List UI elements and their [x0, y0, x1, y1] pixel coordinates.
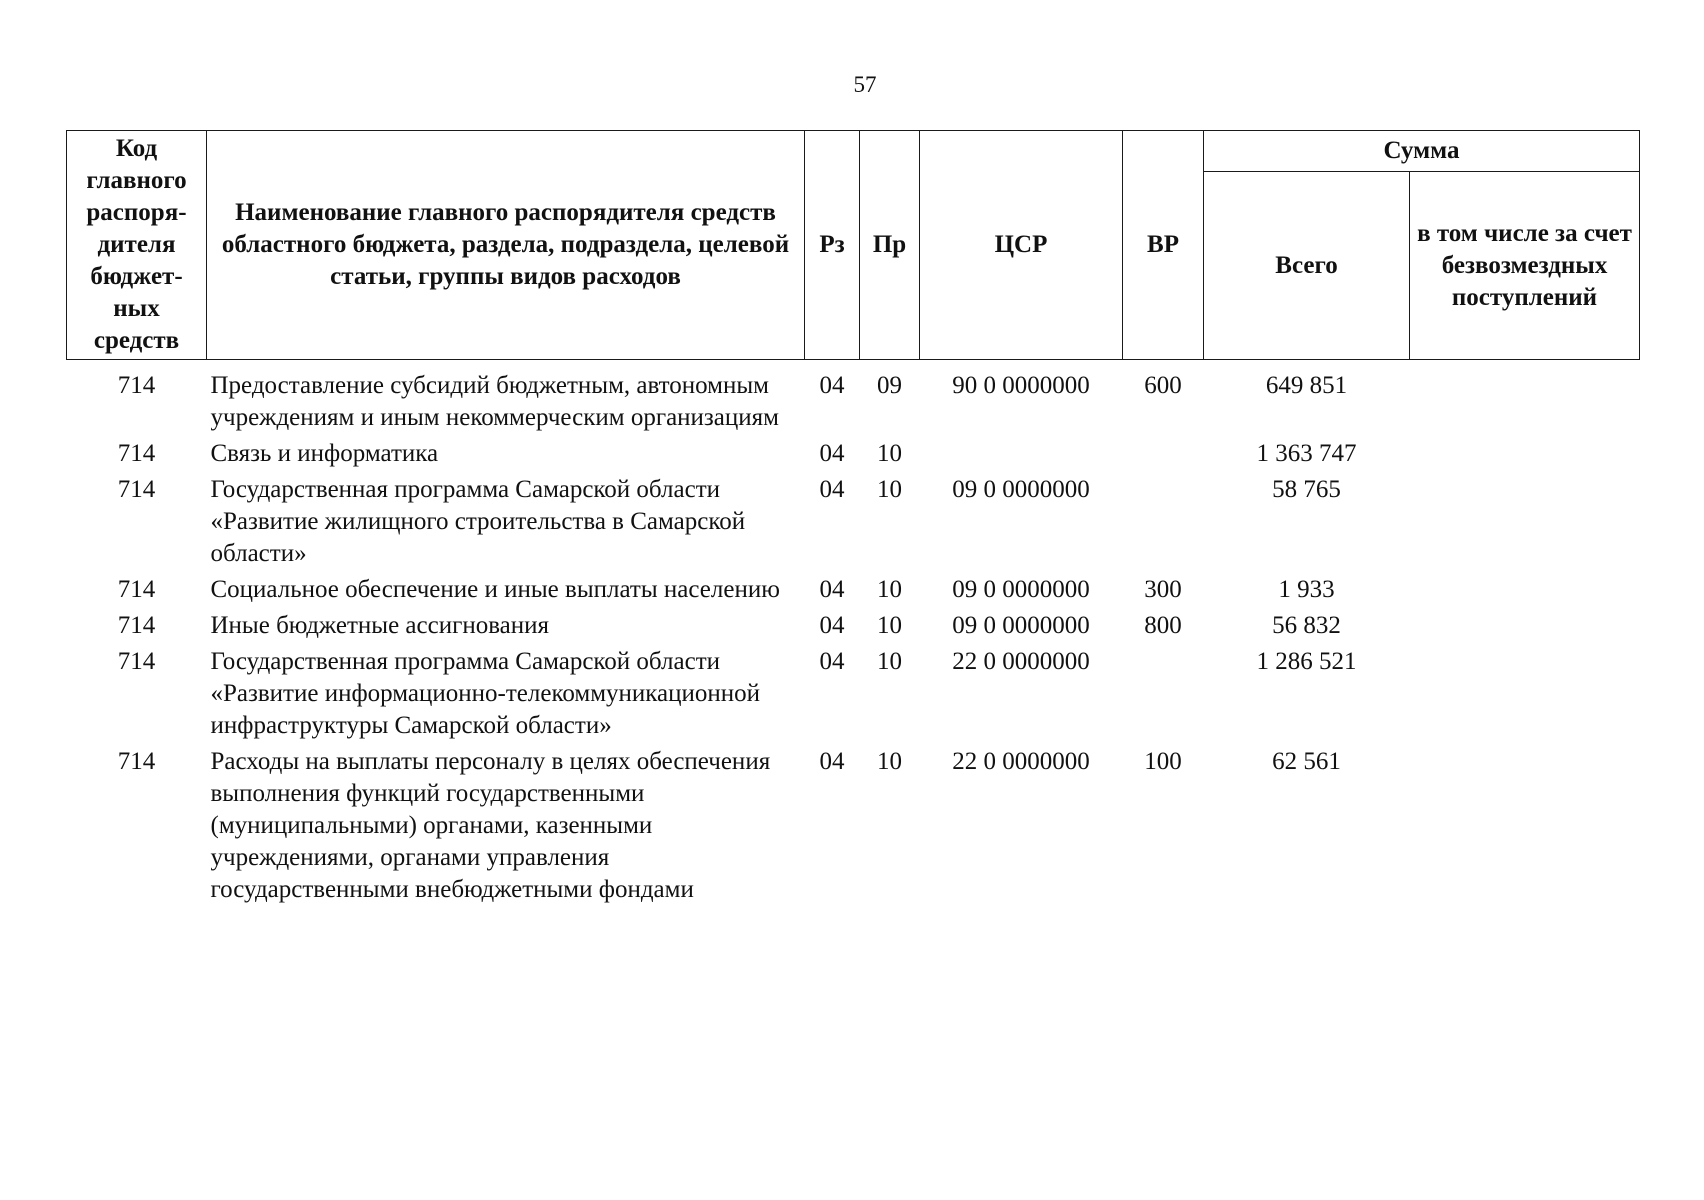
- cell-code: 714: [117, 576, 156, 603]
- cell-csr: 09 0 0000000: [952, 612, 1090, 639]
- cell-csr: [920, 438, 1123, 474]
- cell-grants: [1410, 610, 1640, 646]
- cell-name: Расходы на выплаты персоналу в целях обеспечения выполнения функций государственными (муниципальными) органами, казенными учреждениями, органами управления государственными внебюджетными фондами: [210, 748, 771, 903]
- table-row: [67, 474, 1640, 574]
- header-name: Наименование главного распорядителя средств областного бюджета, раздела, подраздела, целевой статьи, группы видов расходов: [207, 131, 805, 360]
- cell-grants: [1410, 438, 1640, 474]
- cell-rz: 04: [819, 648, 845, 675]
- cell-name: Предоставление субсидий бюджетным, автономным учреждениям и иным некоммерческим организациям: [210, 372, 779, 431]
- cell-total: 1 933: [1278, 576, 1335, 603]
- cell-code: 714: [117, 440, 156, 467]
- table-row: [67, 574, 1640, 610]
- cell-csr: 22 0 0000000: [952, 748, 1090, 775]
- table-body: [67, 360, 1640, 911]
- cell-pr: 10: [877, 440, 902, 467]
- cell-pr: 09: [877, 372, 902, 399]
- cell-total: 58 765: [1272, 476, 1341, 503]
- header-grants: в том числе за счет безвозмездных поступлений: [1410, 172, 1640, 360]
- cell-pr: 10: [877, 576, 902, 603]
- cell-rz: 04: [819, 440, 845, 467]
- cell-csr: 90 0 0000000: [952, 372, 1090, 399]
- cell-name: Государственная программа Самарской области «Развитие жилищного строительства в Самарской области»: [210, 476, 746, 567]
- cell-rz: 04: [819, 372, 845, 399]
- header-code: Код главного распоря-дителя бюджет-ных средств: [67, 131, 207, 360]
- cell-name: Иные бюджетные ассигнования: [210, 612, 550, 639]
- header-vr: ВР: [1123, 131, 1204, 360]
- table-row: [67, 438, 1640, 474]
- cell-vr: 100: [1144, 748, 1182, 775]
- cell-grants: [1410, 474, 1640, 574]
- table-row: [67, 746, 1640, 910]
- cell-code: 714: [117, 648, 156, 675]
- cell-total: 1 363 747: [1256, 440, 1357, 467]
- cell-vr: [1123, 438, 1204, 474]
- cell-total: 649 851: [1265, 372, 1348, 399]
- cell-name: Государственная программа Самарской области «Развитие информационно-телекоммуникационной инфраструктуры Самарской области»: [210, 648, 761, 739]
- cell-grants: [1410, 746, 1640, 910]
- cell-pr: 10: [877, 648, 902, 675]
- cell-pr: 10: [877, 748, 902, 775]
- cell-grants: [1410, 574, 1640, 610]
- table-header: [67, 131, 1640, 360]
- cell-csr: 22 0 0000000: [952, 648, 1090, 675]
- cell-rz: 04: [819, 612, 845, 639]
- table-row: [67, 646, 1640, 746]
- cell-vr: [1123, 646, 1204, 746]
- budget-table: [66, 130, 1640, 910]
- header-csr: ЦСР: [920, 131, 1123, 360]
- cell-pr: 10: [877, 476, 902, 503]
- cell-code: 714: [117, 748, 156, 775]
- cell-total: 1 286 521: [1256, 648, 1357, 675]
- header-sum: Сумма: [1204, 131, 1640, 172]
- cell-name: Социальное обеспечение и иные выплаты населению: [210, 576, 780, 603]
- cell-name: Связь и информатика: [210, 440, 439, 467]
- cell-vr: 300: [1144, 576, 1182, 603]
- cell-rz: 04: [819, 476, 845, 503]
- cell-vr: 800: [1144, 612, 1182, 639]
- table-row: [67, 360, 1640, 439]
- page-number: 57: [853, 72, 877, 97]
- cell-total: 62 561: [1272, 748, 1341, 775]
- cell-csr: 09 0 0000000: [952, 576, 1090, 603]
- cell-pr: 10: [877, 612, 902, 639]
- cell-code: 714: [117, 372, 156, 399]
- cell-total: 56 832: [1272, 612, 1341, 639]
- cell-grants: [1410, 360, 1640, 439]
- cell-code: 714: [117, 476, 156, 503]
- header-total: Всего: [1204, 172, 1410, 360]
- header-pr: Пр: [860, 131, 920, 360]
- cell-rz: 04: [819, 748, 845, 775]
- cell-rz: 04: [819, 576, 845, 603]
- cell-vr: 600: [1144, 372, 1182, 399]
- cell-csr: 09 0 0000000: [952, 476, 1090, 503]
- table-row: [67, 610, 1640, 646]
- cell-code: 714: [117, 612, 156, 639]
- cell-vr: [1123, 474, 1204, 574]
- header-rz: Рз: [805, 131, 860, 360]
- cell-grants: [1410, 646, 1640, 746]
